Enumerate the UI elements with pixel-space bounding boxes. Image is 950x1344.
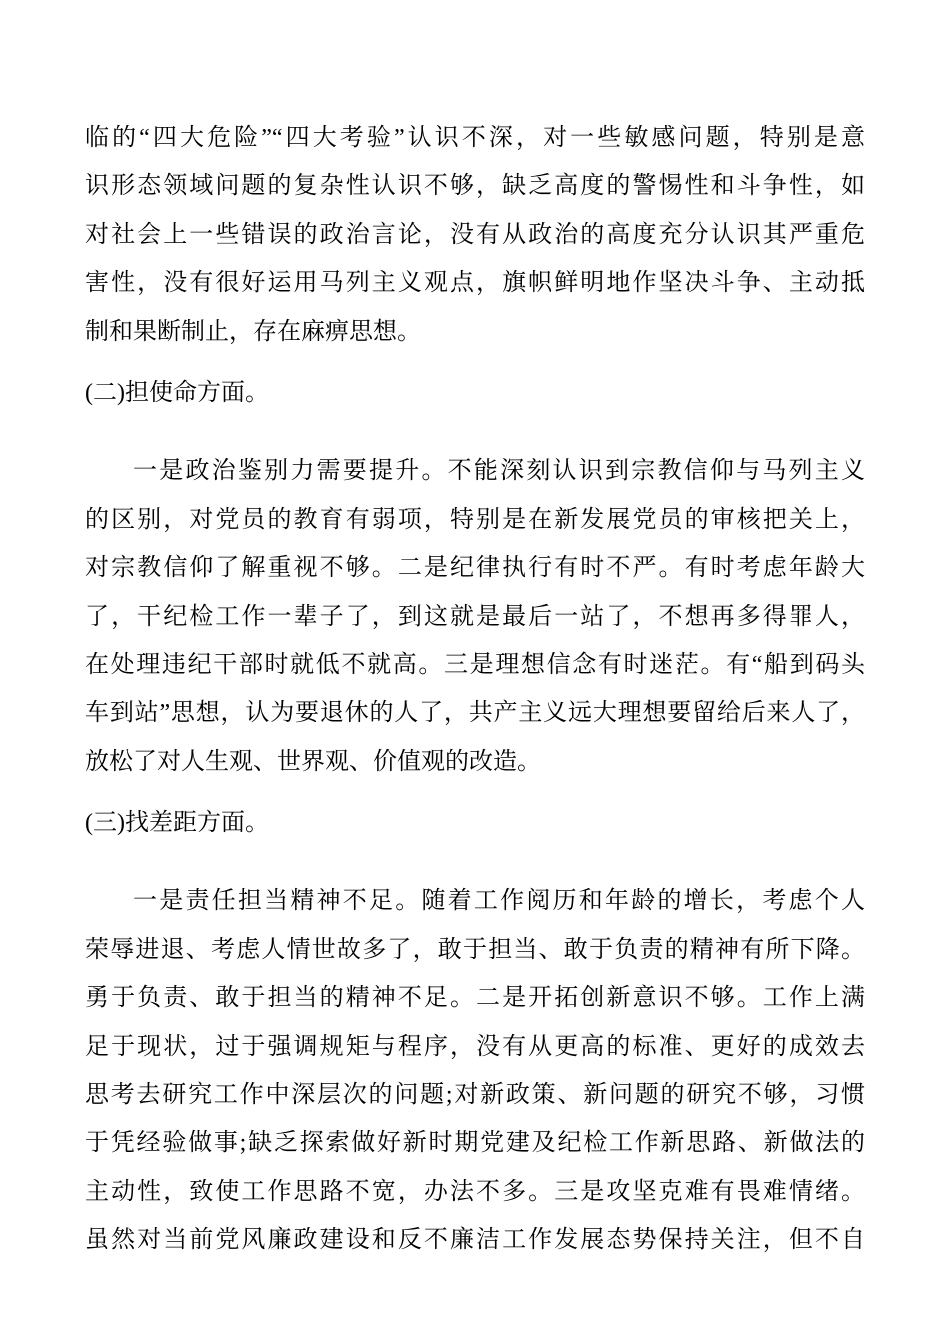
text-line: 一是责任担当精神不足。随着工作阅历和年龄的增长，考虑个人 (133, 888, 865, 915)
text-line: 车到站”思想，认为要退休的人了，共产主义远大理想要留给后来人了， (85, 700, 865, 727)
text-line: 对宗教信仰了解重视不够。二是纪律执行有时不严。有时考虑年龄大 (85, 555, 865, 582)
para-section3-body (85, 877, 865, 1264)
text-line: 虽然对当前党风廉政建设和反不廉洁工作发展态势保持关注，但不自 (85, 1227, 865, 1254)
text-line: 足于现状，过于强调规矩与程序，没有从更高的标准、更好的成效去 (85, 1033, 865, 1060)
text-line: 一是政治鉴别力需要提升。不能深刻认识到宗教信仰与马列主义 (133, 458, 865, 485)
text-line: 在处理违纪干部时就低不就高。三是理想信念有时迷茫。有“船到码头 (85, 651, 865, 678)
text-line: 荣辱进退、考虑人情世故多了，敢于担当、敢于负责的精神有所下降。 (85, 936, 865, 963)
text-line: 对社会上一些错误的政治言论，没有从政治的高度充分认识其严重危 (85, 221, 865, 248)
text-line: 识形态领域问题的复杂性认识不够，缺乏高度的警惕性和斗争性，如 (85, 173, 865, 200)
heading-section-3: (三)找差距方面。 (85, 810, 269, 837)
text-line: 主动性，致使工作思路不宽，办法不多。三是攻坚克难有畏难情绪。 (85, 1178, 865, 1205)
text-line: 害性，没有很好运用马列主义观点，旗帜鲜明地作坚决斗争、主动抵 (85, 270, 865, 297)
text-line: 于凭经验做事;缺乏探索做好新时期党建及纪检工作新思路、新做法的 (85, 1130, 865, 1157)
para-section1-continuation (85, 114, 865, 356)
heading-section-2: (二)担使命方面。 (85, 379, 269, 406)
text-line: 临的“四大危险”“四大考验”认识不深，对一些敏感问题，特别是意 (85, 125, 865, 151)
text-line: 放松了对人生观、世界观、价值观的改造。 (85, 748, 541, 775)
text-line: 了，干纪检工作一辈子了，到这就是最后一站了，不想再多得罪人， (85, 603, 865, 630)
text-line: 勇于负责、敢于担当的精神不足。二是开拓创新意识不够。工作上满 (85, 985, 865, 1012)
para-section2-body (85, 447, 865, 786)
text-line: 制和果断制止，存在麻痹思想。 (85, 318, 421, 345)
text-line: 的区别，对党员的教育有弱项，特别是在新发展党员的审核把关上， (85, 506, 865, 533)
text-line: 思考去研究工作中深层次的问题;对新政策、新问题的研究不够，习惯 (85, 1082, 865, 1109)
